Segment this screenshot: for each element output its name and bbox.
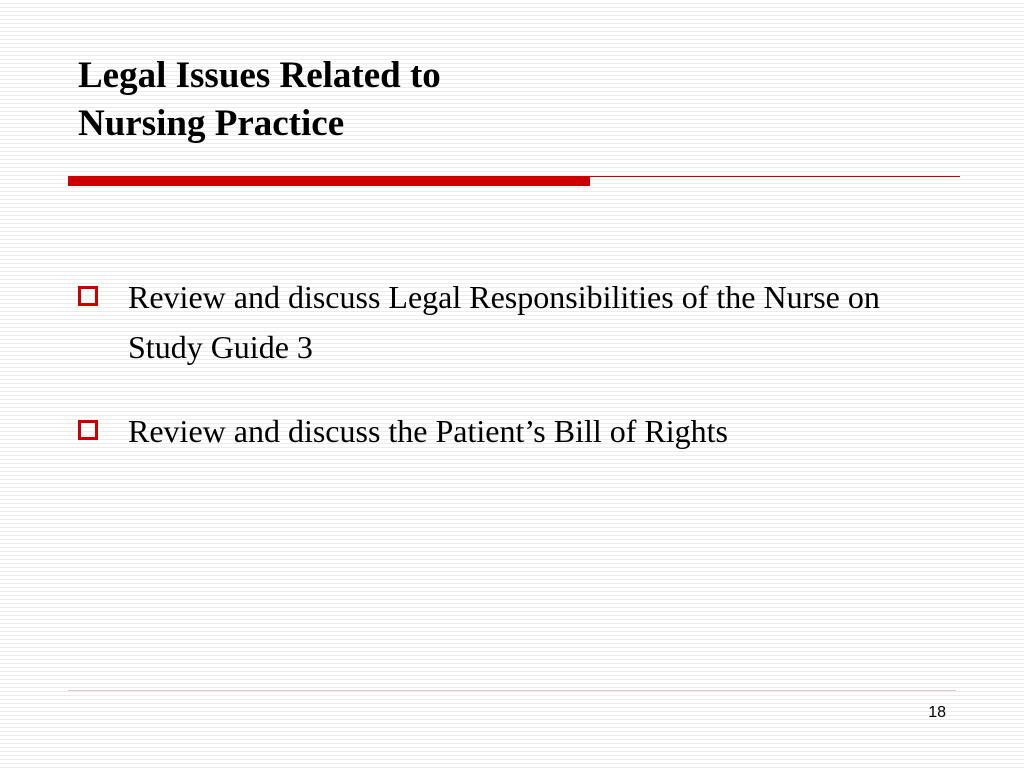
slide-title xyxy=(78,52,441,148)
bullet-item xyxy=(78,406,958,456)
title-underline-thick xyxy=(68,176,590,186)
bullet-item xyxy=(78,272,958,372)
footer-divider xyxy=(68,690,956,691)
bullet-list xyxy=(78,272,958,490)
hollow-square-bullet-icon xyxy=(78,286,98,306)
bullet-text: Review and discuss the Patient’s Bill of Rights xyxy=(128,413,728,449)
title-underline-thin xyxy=(590,176,960,177)
bullet-text: Review and discuss Legal Responsibilities of the Nurse on Study Guide 3 xyxy=(128,279,880,365)
page-number: 18 xyxy=(928,704,946,721)
hollow-square-bullet-icon xyxy=(78,420,98,440)
slide-title-line-1: Legal Issues Related to xyxy=(78,55,441,96)
slide-title-line-2: Nursing Practice xyxy=(78,103,345,144)
